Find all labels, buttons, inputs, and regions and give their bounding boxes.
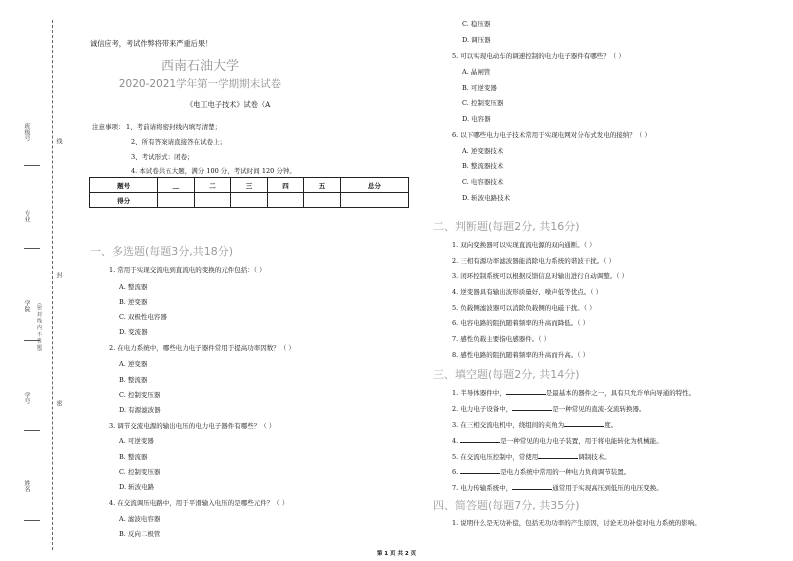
fill-text: 3. 在三相交流电机中，绕组间的夹角为	[452, 421, 565, 429]
question-stem: 4. 在交流调压电路中，用于平滑输入电压的是哪些元件？（ ）	[109, 499, 289, 507]
fill-blank[interactable]	[564, 419, 604, 427]
fill-text: 度。	[604, 421, 618, 429]
question-option: A. 可逆变器	[119, 437, 154, 445]
margin-rule	[24, 165, 40, 166]
question-option: C. 电容器技术	[462, 178, 504, 186]
question-option: D. 电容器	[462, 115, 491, 123]
question-option: B. 整流器	[119, 453, 148, 461]
question-option: B. 逆变器	[119, 298, 148, 306]
score-header-cell: 二	[194, 178, 231, 193]
question-option: A. 滤波电容器	[119, 515, 161, 523]
score-cell	[231, 193, 268, 208]
exam-term: 2020-2021学年第一学期期末试卷	[118, 78, 282, 90]
binding-line	[52, 20, 53, 550]
question-option: D. 斩波电路	[119, 483, 155, 491]
note-item: 3、考试形式：闭卷；	[131, 153, 194, 161]
score-row-label: 得分	[90, 193, 158, 208]
fill-blank[interactable]	[512, 403, 552, 411]
fill-text: 是电力系统中常用的一种电力负荷调节装置。	[500, 468, 631, 476]
question-option: D. 斩波电路技术	[462, 194, 511, 202]
judgment-item: 1. 双向变换器可以实现直流电源的双向通断。（ ）	[452, 241, 596, 249]
fill-text: 是一种常见的电力电子装置，用于将电能转化为机械能。	[500, 437, 663, 445]
section-3-title: 三、填空题(每题2分, 共14分)	[433, 368, 580, 381]
margin-rule	[24, 340, 40, 341]
fill-text: 是最基本的器件之一，具有只允许单向导通的特性。	[545, 389, 696, 397]
score-cell	[158, 193, 195, 208]
fill-blank[interactable]	[538, 451, 578, 459]
fill-text: 7. 电力传输系统中，	[452, 484, 513, 492]
score-table	[89, 177, 409, 208]
seal-mark: 封	[55, 272, 62, 278]
question-option: D. 有源滤波器	[119, 406, 161, 414]
margin-rule	[24, 520, 40, 521]
question-option: A. 整流器	[119, 283, 148, 291]
note-item: 1、考前请将密封线内填写清楚；	[126, 123, 222, 131]
margin-rule	[24, 430, 40, 431]
question-option: A. 逆变器	[119, 360, 148, 368]
section-4-title: 四、简答题(每题7分, 共35分)	[433, 499, 580, 512]
score-cell	[340, 193, 408, 208]
note-item: 2、所有答案请直接答在试卷上；	[131, 138, 227, 146]
score-table-header-row	[90, 178, 409, 193]
score-header-cell: 题号	[90, 178, 158, 193]
question-stem: 2. 在电力系统中，哪些电力电子器件常用于提高功率因数？（ ）	[109, 344, 295, 352]
score-cell	[194, 193, 231, 208]
question-stem: 1. 常用于实现交流电到直流电的变换的元件包括：（ ）	[109, 266, 266, 274]
major-label: 专业	[23, 210, 30, 222]
short-answer-item: 1. 说明什么是无功补偿，包括无功功率的产生原因，讨论无功补偿对电力系统的影响。	[452, 519, 701, 527]
question-option: C. 控制变压器	[119, 468, 161, 476]
question-stem: 3. 调节交流电源的输出电压的电力电子器件有哪些？（ ）	[109, 422, 276, 430]
score-header-cell: 总分	[340, 178, 408, 193]
judgment-item: 7. 感性负载主要指电感器件。（ ）	[452, 335, 551, 343]
fill-item	[452, 403, 645, 413]
student-id-label: 学号	[23, 392, 30, 404]
sealed-note: （密 封 线 内 不 答 题）	[36, 300, 42, 355]
question-stem: 6. 以下哪些电力电子技术常用于实现电网对分布式发电的接纳？（ ）	[452, 131, 651, 139]
fill-item	[452, 387, 695, 397]
line-mark: 线	[55, 138, 62, 144]
integrity-notice: 诚信应考，考试作弊将带来严重后果！	[90, 39, 213, 48]
fill-item	[452, 466, 630, 476]
question-option: D. 调压器	[462, 36, 491, 44]
notes-title: 注意事项：	[92, 123, 125, 131]
question-option: B. 整流器	[119, 376, 148, 384]
fill-item	[452, 482, 663, 492]
judgment-item: 8. 感性电路的阻抗随着频率的升高而升高。（ ）	[452, 351, 590, 359]
judgment-item: 4. 逆变器具有输出波形质量好、噪声低等优点。（ ）	[452, 288, 603, 296]
fill-item	[452, 419, 617, 429]
fill-text: 调制技术。	[578, 453, 611, 461]
margin-rule	[24, 248, 40, 249]
fill-text: 通常用于实现高压到低压的电压变换。	[552, 484, 663, 492]
fill-blank[interactable]	[506, 387, 546, 395]
page-number: 第 1 页 共 2 页	[376, 551, 417, 557]
fill-blank[interactable]	[512, 482, 552, 490]
course-title: 《电工电子技术》试卷（A	[186, 100, 271, 109]
name-label: 姓名	[23, 480, 30, 492]
score-header-cell: 五	[304, 178, 341, 193]
question-option: B. 可逆变器	[462, 84, 497, 92]
fill-blank[interactable]	[460, 466, 500, 474]
question-stem: 5. 可以实现电动车的调速控制的电力电子器件有哪些？（ ）	[452, 52, 625, 60]
college-label: 学院	[23, 300, 30, 312]
judgment-item: 3. 闭环控制系统可以根据反馈信息对输出进行自动调整。（ ）	[452, 272, 629, 280]
fill-text: 1. 半导体器件中，	[452, 389, 506, 397]
section-1-title: 一、多选题(每题3分,共18分)	[90, 245, 234, 258]
fill-text: 6.	[452, 468, 461, 476]
judgment-item: 2. 三相有源功率滤波器能消除电力系统的谐波干扰。（ ）	[452, 257, 616, 265]
question-option: A. 晶闸管	[462, 68, 491, 76]
judgment-item: 5. 负载侧滤波器可以消除负载侧的电磁干扰。（ ）	[452, 304, 596, 312]
score-cell	[267, 193, 304, 208]
fill-text: 是一种常见的直流-交流转换器。	[552, 405, 646, 413]
question-option: C. 双极性电容器	[119, 313, 167, 321]
question-option: D. 变流器	[119, 328, 148, 336]
fill-text: 2. 电力电子设备中，	[452, 405, 513, 413]
question-option: C. 稳压器	[462, 20, 491, 28]
question-option: C. 控制变压器	[462, 99, 504, 107]
fill-blank[interactable]	[460, 435, 500, 443]
fill-item	[452, 435, 663, 445]
score-header-cell: 三	[231, 178, 268, 193]
score-cell	[304, 193, 341, 208]
school-name: 西南石油大学	[160, 59, 239, 74]
question-option: A. 逆变器技术	[462, 147, 504, 155]
score-table-score-row	[90, 193, 409, 208]
score-header-cell: 四	[267, 178, 304, 193]
fill-item	[452, 451, 611, 461]
class-label: 班级号	[23, 123, 30, 141]
section-2-title: 二、判断题(每题2分, 共16分)	[433, 220, 580, 233]
fill-text: 5. 在交流电压控制中，常使用	[452, 453, 539, 461]
judgment-item: 6. 电容电路的阻抗随着频率的升高而降低。（ ）	[452, 319, 590, 327]
question-option: B. 整流器技术	[462, 162, 504, 170]
note-item: 4. 本试卷共五大题，满分 100 分，考试时间 120 分钟。	[131, 167, 296, 175]
dense-mark: 密	[55, 400, 62, 406]
question-option: C. 控制变压器	[119, 391, 161, 399]
question-option: B. 反向二极管	[119, 530, 161, 538]
score-header-cell: __	[158, 178, 195, 193]
fill-text: 4.	[452, 437, 461, 445]
